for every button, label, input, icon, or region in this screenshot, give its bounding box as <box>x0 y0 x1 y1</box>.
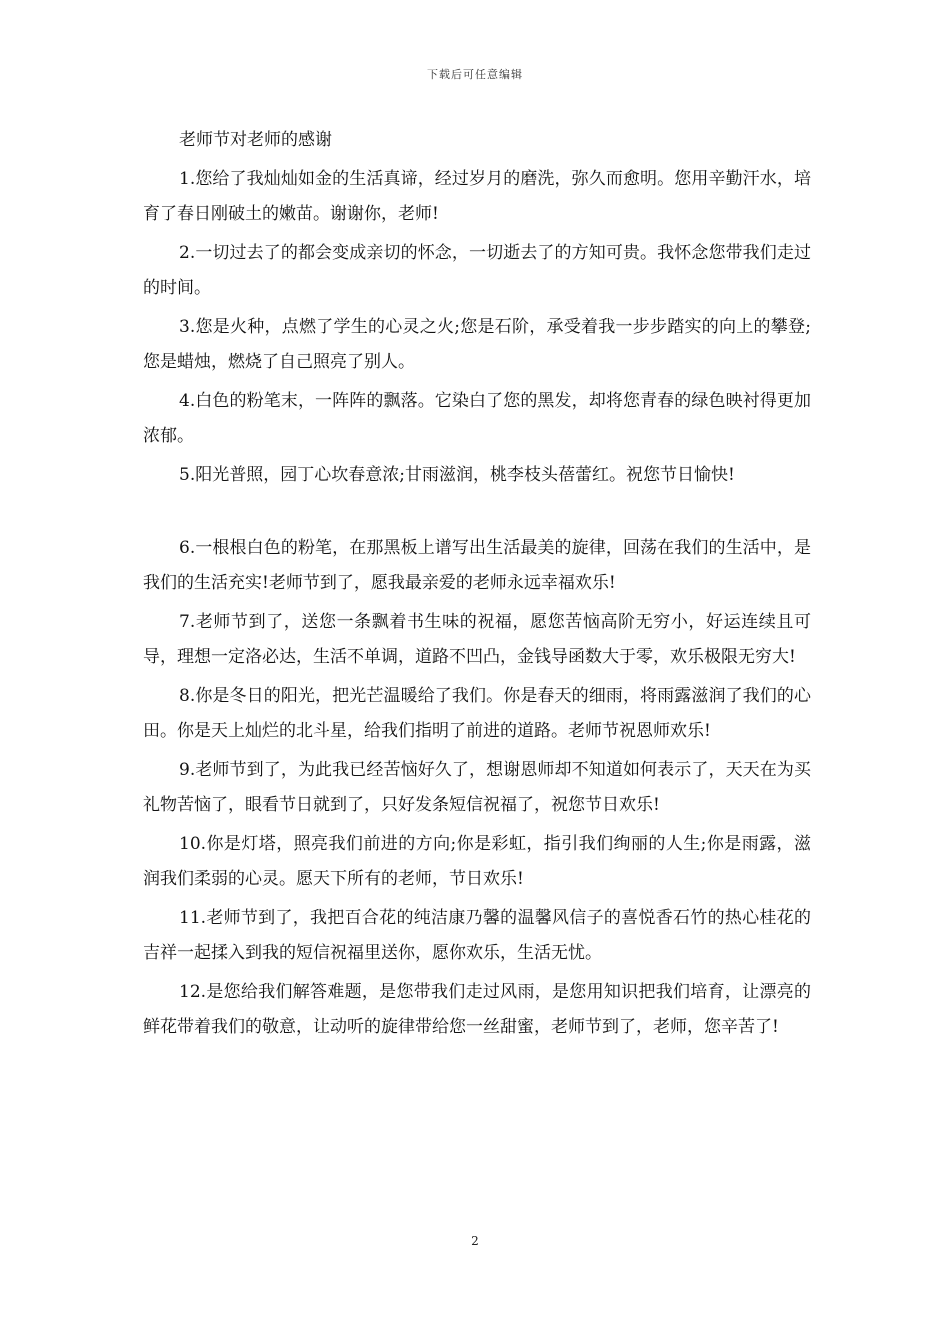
header-note: 下载后可任意编辑 <box>427 68 523 81</box>
page-number: 2 <box>471 1234 479 1248</box>
paragraph-10: 10.你是灯塔，照亮我们前进的方向;你是彩虹，指引我们绚丽的人生;你是雨露，滋润我们柔弱的心灵。愿天下所有的老师，节日欢乐! <box>143 834 811 889</box>
paragraph-8: 8.你是冬日的阳光，把光芒温暖给了我们。你是春天的细雨，将雨露滋润了我们的心田。你是天上灿烂的北斗星，给我们指明了前进的道路。老师节祝恩师欢乐! <box>143 686 811 741</box>
paragraph-7: 7.老师节到了，送您一条飘着书生味的祝福，愿您苦恼高阶无穷小，好运连续且可导，理想一定洛必达，生活不单调，道路不凹凸，金钱导函数大于零，欢乐极限无穷大! <box>143 612 811 667</box>
paragraph-1: 1.您给了我灿灿如金的生活真谛，经过岁月的磨洗，弥久而愈明。您用辛勤汗水，培育了春日刚破土的嫩苗。谢谢你，老师! <box>143 169 811 224</box>
paragraph-6: 6.一根根白色的粉笔，在那黑板上谱写出生活最美的旋律，回荡在我们的生活中，是我们的生活充实!老师节到了，愿我最亲爱的老师永远幸福欢乐! <box>143 538 811 593</box>
document-body <box>143 123 811 1049</box>
document-title: 老师节对老师的感谢 <box>179 130 332 150</box>
paragraph-4: 4.白色的粉笔末，一阵阵的飘落。它染白了您的黑发，却将您青春的绿色映衬得更加浓郁。 <box>143 391 811 446</box>
paragraph-2: 2.一切过去了的都会变成亲切的怀念，一切逝去了的方知可贵。我怀念您带我们走过的时间。 <box>143 243 811 298</box>
paragraph-11: 11.老师节到了，我把百合花的纯洁康乃馨的温馨风信子的喜悦香石竹的热心桂花的吉祥一起揉入到我的短信祝福里送你，愿你欢乐，生活无忧。 <box>143 908 811 963</box>
paragraph-3: 3.您是火种，点燃了学生的心灵之火;您是石阶，承受着我一步步踏实的向上的攀登;您是蜡烛，燃烧了自己照亮了别人。 <box>143 317 811 372</box>
paragraph-9: 9.老师节到了，为此我已经苦恼好久了，想谢恩师却不知道如何表示了，天天在为买礼物苦恼了，眼看节日就到了，只好发条短信祝福了，祝您节日欢乐! <box>143 760 811 815</box>
paragraph-5: 5.阳光普照，园丁心坎春意浓;甘雨滋润，桃李枝头蓓蕾红。祝您节日愉快! <box>179 465 735 485</box>
paragraph-12: 12.是您给我们解答难题，是您带我们走过风雨，是您用知识把我们培育，让漂亮的鲜花带着我们的敬意，让动听的旋律带给您一丝甜蜜，老师节到了，老师，您辛苦了! <box>143 982 811 1037</box>
